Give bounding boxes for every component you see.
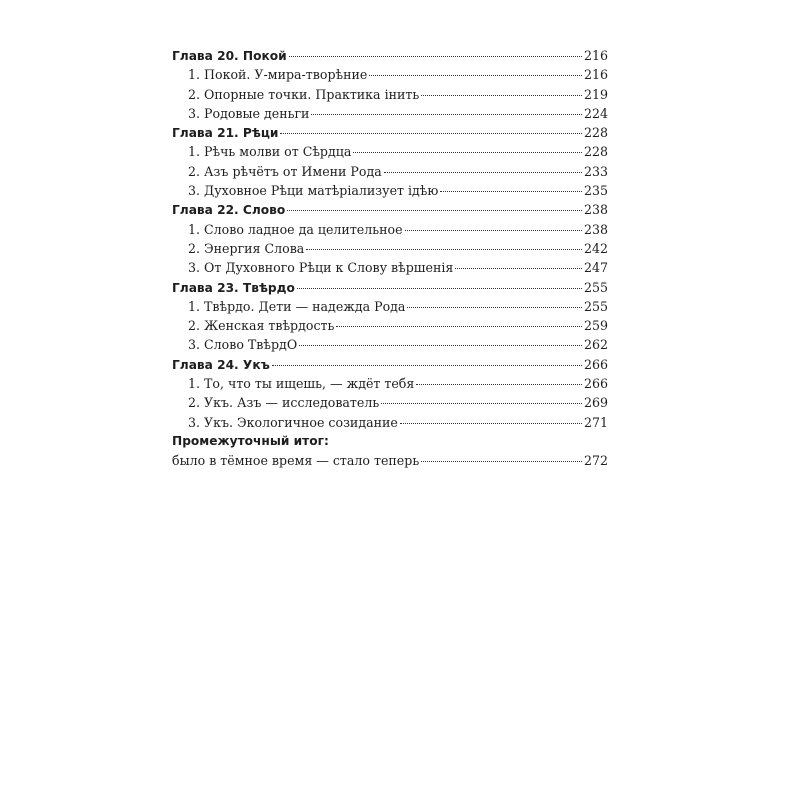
toc-section-row[interactable] bbox=[172, 316, 608, 335]
page-number: 266 bbox=[583, 356, 608, 372]
toc-section-row[interactable] bbox=[172, 104, 608, 123]
page-number: 228 bbox=[583, 144, 608, 160]
dot-leader bbox=[421, 461, 582, 462]
dot-leader bbox=[369, 75, 582, 76]
toc-section-row[interactable] bbox=[172, 220, 608, 239]
section-title: 1. Слово ладное да целительное bbox=[188, 221, 403, 237]
dot-leader bbox=[455, 268, 582, 269]
dot-leader bbox=[440, 191, 582, 192]
toc-chapter-row[interactable] bbox=[172, 200, 608, 219]
toc-entries bbox=[172, 46, 608, 432]
dot-leader bbox=[297, 288, 582, 289]
page-number: 238 bbox=[583, 221, 608, 237]
page-number: 266 bbox=[583, 376, 608, 392]
summary-title: было в тёмное время — стало теперь bbox=[172, 453, 420, 469]
summary-page-number: 272 bbox=[583, 453, 608, 469]
toc-section-row[interactable] bbox=[172, 65, 608, 84]
dot-leader bbox=[400, 423, 582, 424]
page-number: 259 bbox=[583, 318, 608, 334]
section-title: 2. Опорные точки. Практика інить bbox=[188, 86, 420, 102]
table-of-contents bbox=[172, 46, 608, 471]
page-number: 269 bbox=[583, 395, 608, 411]
page-number: 255 bbox=[583, 298, 608, 314]
toc-section-row[interactable] bbox=[172, 374, 608, 393]
chapter-title: Глава 24. Укъ bbox=[172, 357, 270, 372]
section-title: 1. Покой. У-мира-творѣние bbox=[188, 67, 368, 83]
dot-leader bbox=[280, 133, 582, 134]
dot-leader bbox=[289, 56, 582, 57]
page-number: 235 bbox=[583, 183, 608, 199]
toc-section-row[interactable] bbox=[172, 142, 608, 161]
chapter-title: Глава 20. Покой bbox=[172, 49, 287, 63]
toc-section-row[interactable] bbox=[172, 297, 608, 316]
toc-chapter-row[interactable] bbox=[172, 46, 608, 65]
dot-leader bbox=[311, 114, 582, 115]
dot-leader bbox=[416, 384, 582, 385]
chapter-title: Глава 22. Слово bbox=[172, 203, 286, 218]
page-number: 224 bbox=[583, 105, 608, 121]
dot-leader bbox=[421, 95, 582, 96]
page-number: 271 bbox=[583, 414, 608, 430]
page-number: 216 bbox=[583, 48, 608, 63]
page-number: 233 bbox=[583, 163, 608, 179]
section-title: 1. То, что ты ищешь, — ждёт тебя bbox=[188, 376, 415, 392]
chapter-title: Глава 21. Рѣци bbox=[172, 126, 279, 141]
section-title: 3. От Духовного Рѣци к Слову вѣршенія bbox=[188, 260, 454, 276]
page-number: 216 bbox=[583, 67, 608, 83]
dot-leader bbox=[381, 403, 582, 404]
section-title: 2. Укъ. Азъ — исследователь bbox=[188, 395, 380, 411]
dot-leader bbox=[405, 230, 582, 231]
toc-chapter-row[interactable] bbox=[172, 123, 608, 142]
toc-chapter-row[interactable] bbox=[172, 355, 608, 374]
dot-leader bbox=[407, 307, 582, 308]
section-title: 3. Духовное Рѣци матѣріализует ідѣю bbox=[188, 183, 439, 199]
toc-section-row[interactable] bbox=[172, 258, 608, 277]
toc-summary-row[interactable] bbox=[172, 451, 608, 470]
dot-leader bbox=[306, 249, 582, 250]
toc-section-row[interactable] bbox=[172, 181, 608, 200]
page-number: 238 bbox=[583, 202, 608, 218]
section-title: 2. Женская твѣрдость bbox=[188, 318, 335, 334]
section-title: 3. Родовые деньги bbox=[188, 105, 310, 121]
section-title: 1. Рѣчь молви от Сѣрдца bbox=[188, 144, 352, 160]
toc-section-row[interactable] bbox=[172, 413, 608, 432]
page-number: 219 bbox=[583, 86, 608, 102]
chapter-title: Глава 23. Твѣрдо bbox=[172, 280, 295, 295]
toc-section-row[interactable] bbox=[172, 335, 608, 354]
section-title: 1. Твѣрдо. Дети — надежда Рода bbox=[188, 298, 406, 314]
dot-leader bbox=[287, 210, 582, 211]
toc-section-row[interactable] bbox=[172, 162, 608, 181]
page-number: 242 bbox=[583, 240, 608, 256]
page-number: 228 bbox=[583, 125, 608, 141]
page-number: 255 bbox=[583, 279, 608, 295]
dot-leader bbox=[353, 152, 582, 153]
section-title: 2. Азъ рѣчётъ от Имени Рода bbox=[188, 163, 382, 179]
toc-chapter-row[interactable] bbox=[172, 278, 608, 297]
dot-leader bbox=[336, 326, 582, 327]
page-number: 262 bbox=[583, 337, 608, 353]
toc-section-row[interactable] bbox=[172, 85, 608, 104]
dot-leader bbox=[299, 345, 582, 346]
section-title: 2. Энергия Слова bbox=[188, 240, 305, 256]
section-title: 3. Укъ. Экологичное созидание bbox=[188, 414, 398, 430]
section-title: 3. Слово ТвѣрдО bbox=[188, 337, 298, 353]
page-number: 247 bbox=[583, 260, 608, 276]
toc-section-row[interactable] bbox=[172, 393, 608, 412]
toc-summary-heading bbox=[172, 432, 608, 451]
toc-section-row[interactable] bbox=[172, 239, 608, 258]
summary-heading-label: Промежуточный итог: bbox=[172, 433, 329, 448]
dot-leader bbox=[384, 172, 582, 173]
dot-leader bbox=[272, 365, 582, 366]
